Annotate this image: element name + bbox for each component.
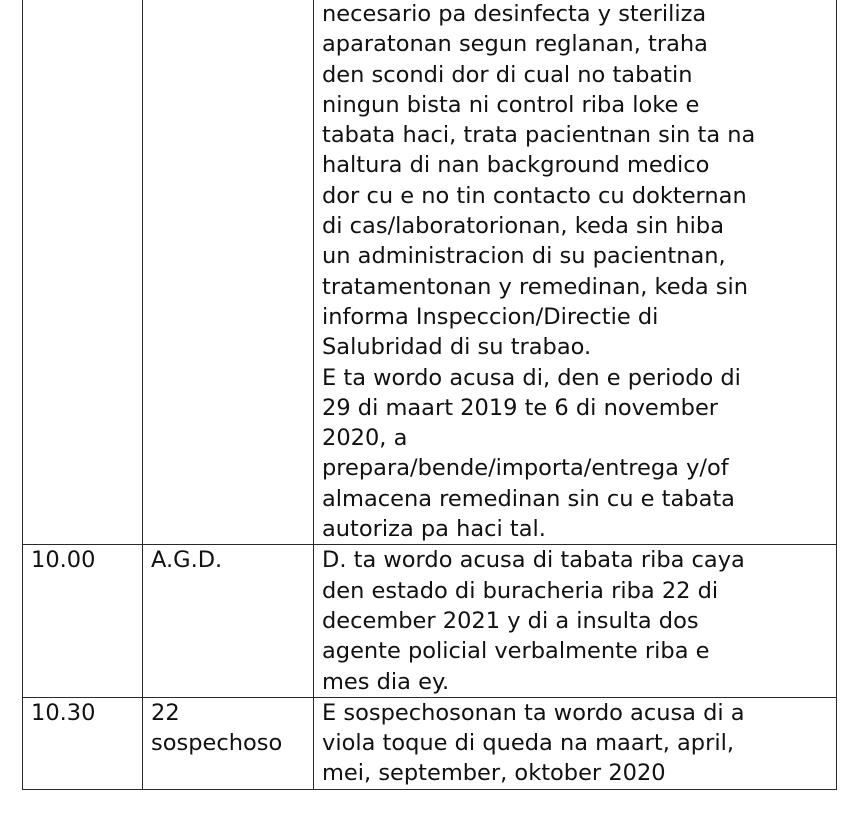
text-line: dor cu e no tin contacto cu dokternan [322,182,747,209]
charge-description-cell [314,697,837,789]
text-line: E sospechosonan ta wordo acusa di a [322,699,745,726]
text-line: december 2021 y di a insulta dos [322,607,699,634]
text-line: mei, september, oktober 2020 [322,760,666,787]
hearing-schedule-table [22,0,837,790]
text-line: ningun bista ni control riba loke e [322,91,700,118]
text-line: den estado di buracheria riba 22 di [322,577,719,604]
table-row [23,697,837,789]
text-line: prepara/bende/importa/entrega y/of [322,455,729,482]
text-line: di cas/laboratorionan, keda sin hiba [322,213,725,240]
text-line: aparatonan segun reglanan, traha [322,31,708,58]
time-cell: 10.30 [23,697,143,789]
table-row [23,545,837,697]
text-line: almacena remedinan sin cu e tabata [322,485,735,512]
text-line: mes dia ey. [322,668,450,695]
defendant-name: A.G.D. [151,547,223,574]
text-line: agente policial verbalmente riba e [322,638,710,665]
charge-description-cell [314,0,837,545]
text-line: tratamentonan y remedinan, keda sin [322,273,749,300]
text-line: den scondi dor di cual no tabatin [322,61,693,88]
text-line: tabata haci, trata pacientnan sin ta na [322,122,756,149]
text-line: Salubridad di su trabao. [322,334,592,361]
text-line: autoriza pa haci tal. [322,516,546,543]
text-line: necesario pa desinfecta y steriliza [322,1,707,27]
defendant-cell [143,545,314,697]
text-line: haltura di nan background medico [322,152,710,179]
text-line: D. ta wordo acusa di tabata riba caya [322,547,745,574]
time-cell [23,0,143,545]
defendant-name: 22 [151,699,180,726]
charge-description-cell [314,545,837,697]
text-line: viola toque di queda na maart, april, [322,730,734,757]
defendant-cell [143,697,314,789]
description-paragraph [322,698,830,789]
text-line: 29 di maart 2019 te 6 di november [322,394,719,421]
description-paragraph [322,363,830,545]
defendant-cell [143,0,314,545]
table-row [23,0,837,545]
description-paragraph [322,0,830,363]
text-line: un administracion di su pacientnan, [322,243,726,270]
description-paragraph [322,545,830,696]
time-cell: 10.00 [23,545,143,697]
text-line: 2020, a [322,425,408,452]
defendant-name: sospechoso [151,730,283,757]
text-line: informa Inspeccion/Directie di [322,303,659,330]
text-line: E ta wordo acusa di, den e periodo di [322,364,741,391]
